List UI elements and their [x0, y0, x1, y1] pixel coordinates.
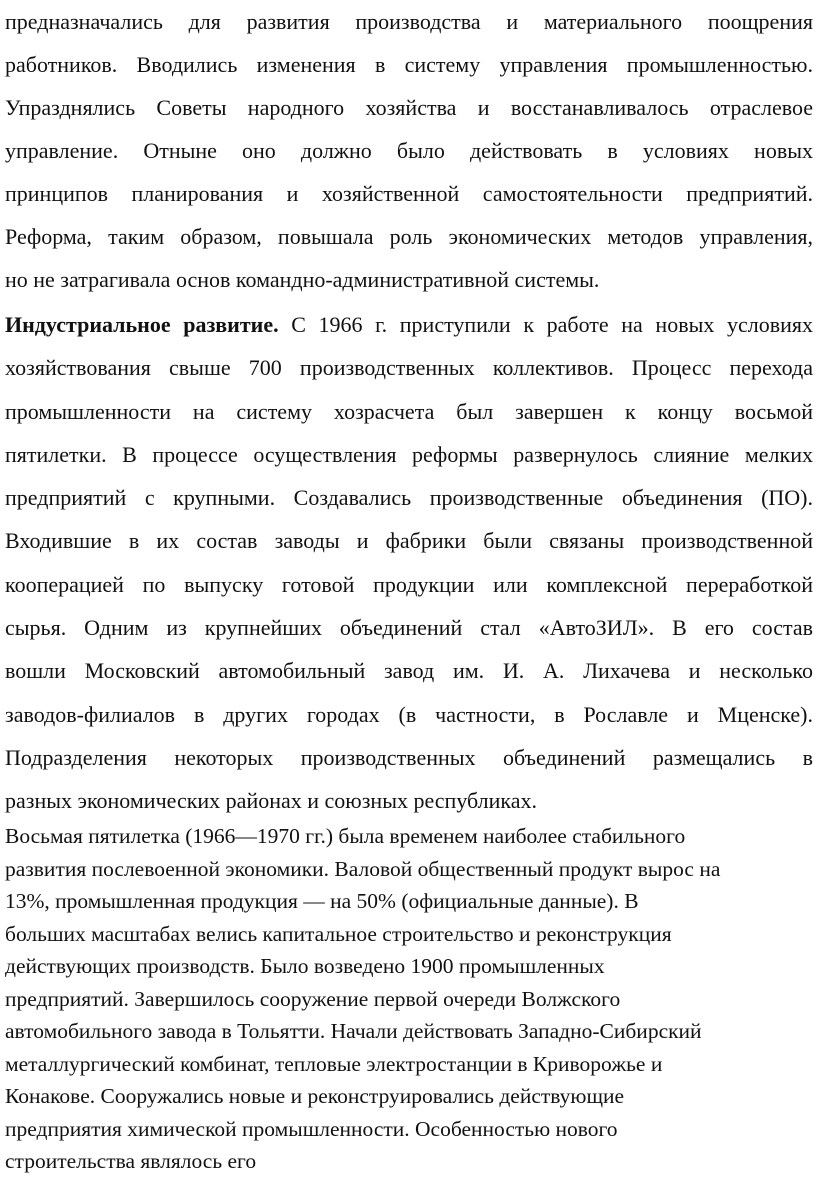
text-line: строительства являлось его — [5, 1149, 257, 1173]
text-line: принципов планирования и хозяйственной самостоятельности предприятий. — [5, 181, 813, 206]
text-line: сырья. Одним из крупнейших объединений стал «АвтоЗИЛ». В его состав — [5, 615, 813, 641]
text-line: кооперацией по выпуску готовой продукции или комплексной переработкой — [5, 571, 813, 597]
text-line: работников. Вводились изменения в систему управления промышленностью. — [5, 52, 813, 77]
text-line: металлургический комбинат, тепловые электростанции в Криворожье и — [5, 1051, 663, 1076]
text-line: Конакове. Сооружались новые и реконструировались действующие — [5, 1084, 625, 1108]
text-line: заводов-филиалов в других городах (в частности, в Рославле и Мценске). — [5, 701, 813, 727]
text-line: предприятий с крупными. Создавались производственные объединения (ПО). — [5, 485, 813, 511]
text-line: Подразделения некоторых производственных объединений размещались в — [5, 744, 813, 770]
text-line: вошли Московский автомобильный завод им. И. А. Лихачева и несколько — [5, 658, 813, 684]
text-line: развития послевоенной экономики. Валовой общественный продукт вырос на — [5, 856, 721, 881]
text-line: Реформа, таким образом, повышала роль экономических методов управления, — [5, 224, 813, 249]
text-line: Упразднялись Советы народного хозяйства и восстанавливалось отраслевое — [5, 95, 813, 120]
text-line: разных экономических районах и союзных республиках. — [5, 788, 538, 814]
text-line: пятилетки. В процессе осуществления реформы развернулось слияние мелких — [5, 441, 813, 467]
text-line: но не затрагивала основ командно-административной системы. — [5, 267, 600, 292]
text-line: автомобильного завода в Тольятти. Начали действовать Западно-Сибирский — [5, 1019, 702, 1043]
text-line: хозяйствования свыше 700 производственных коллективов. Процесс перехода — [5, 355, 813, 381]
text-line: 13%, промышленная продукция — на 50% (официальные данные). В — [5, 889, 639, 913]
text-line: промышленности на систему хозрасчета был завершен к концу восьмой — [5, 398, 813, 424]
paragraph-eighth-five-year-plan — [0, 820, 816, 1178]
text-line: предприятий. Завершилось сооружение первой очереди Волжского — [5, 986, 621, 1011]
paragraph-industrial-development — [0, 303, 816, 823]
heading-line-rest: С 1966 г. приступили к работе на новых условиях — [278, 312, 814, 337]
text-line: управление. Отныне оно должно было действовать в условиях новых — [5, 138, 813, 163]
text-line: действующих производств. Было возведено 1900 промышленных — [5, 954, 605, 978]
paragraph-reform-summary — [0, 0, 816, 301]
section-heading: Индустриальное развитие. — [5, 312, 279, 337]
text-line: Входившие в их состав заводы и фабрики были связаны производственной — [5, 528, 813, 554]
text-line: больших масштабах велись капитальное строительство и реконструкция — [5, 921, 672, 946]
text-line: предназначались для развития производства и материального поощрения — [5, 9, 813, 34]
text-line: Восьмая пятилетка (1966—1970 гг.) была временем наиболее стабильного — [5, 824, 686, 848]
text-line: предприятия химической промышленности. Особенностью нового — [5, 1116, 618, 1141]
text-line — [5, 303, 813, 346]
